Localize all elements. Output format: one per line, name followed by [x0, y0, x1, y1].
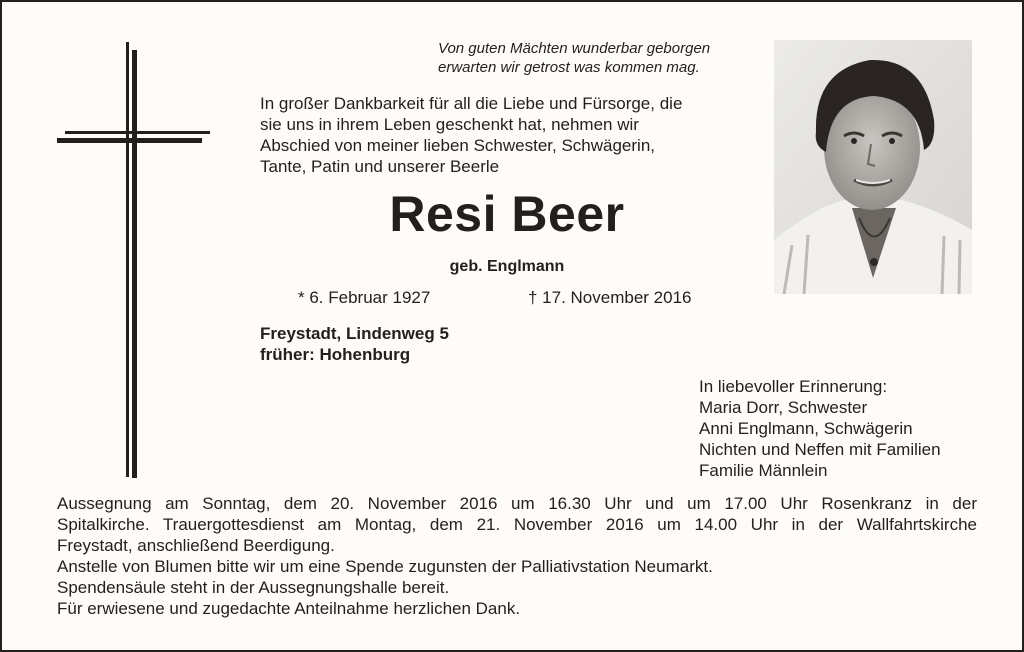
- deceased-name: Resi Beer: [389, 186, 625, 242]
- intro-line: sie uns in ihrem Leben geschenkt hat, nehmen wir: [260, 115, 639, 134]
- birth-date: * 6. Februar 1927: [298, 288, 431, 307]
- motto: [438, 39, 768, 77]
- address-line: früher: Hohenburg: [260, 345, 411, 364]
- cross-icon-bar: [65, 131, 210, 134]
- portrait-image: [774, 40, 972, 294]
- funeral-line: Für erwiesene und zugedachte Anteilnahme herzlichen Dank.: [57, 599, 521, 618]
- mourner-item: Maria Dorr, Schwester: [699, 398, 868, 417]
- intro-text: [260, 93, 760, 177]
- intro-line: Abschied von meiner lieben Schwester, Schwägerin,: [260, 136, 655, 155]
- cross-icon-bar-shadow: [57, 138, 202, 143]
- mourner-item: Nichten und Neffen mit Familien: [699, 440, 941, 459]
- portrait-photo: [774, 40, 972, 294]
- mourners-heading: In liebevoller Erinnerung:: [699, 377, 888, 396]
- mourners-list: [699, 376, 941, 481]
- motto-line: erwarten wir getrost was kommen mag.: [438, 59, 700, 76]
- cross-icon-shadow: [132, 50, 137, 478]
- address: [260, 323, 449, 365]
- funeral-line: Spitalkirche. Trauergottesdienst am Montag, dem 21. November 2016 um 14.00 Uhr in der Wallfahrtskirche: [57, 515, 977, 534]
- motto-line: Von guten Mächten wunderbar geborgen: [438, 40, 711, 57]
- funeral-line: Anstelle von Blumen bitte wir um eine Spende zugunsten der Palliativstation Neumarkt.: [57, 557, 713, 576]
- funeral-line: Spendensäule steht in der Aussegnungshalle bereit.: [57, 578, 450, 597]
- funeral-line: Freystadt, anschließend Beerdigung.: [57, 536, 335, 555]
- maiden-name: geb. Englmann: [449, 258, 565, 275]
- mourner-item: Anni Englmann, Schwägerin: [699, 419, 913, 438]
- address-line: Freystadt, Lindenweg 5: [260, 324, 449, 343]
- mourner-item: Familie Männlein: [699, 461, 828, 480]
- funeral-line: Aussegnung am Sonntag, dem 20. November 2016 um 16.30 Uhr und um 17.00 Uhr Rosenkranz in der: [57, 494, 977, 513]
- funeral-details: [57, 493, 977, 619]
- intro-line: Tante, Patin und unserer Beerle: [260, 157, 500, 176]
- cross-icon: [126, 42, 129, 477]
- death-date: † 17. November 2016: [528, 288, 692, 307]
- intro-line: In großer Dankbarkeit für all die Liebe und Fürsorge, die: [260, 94, 683, 113]
